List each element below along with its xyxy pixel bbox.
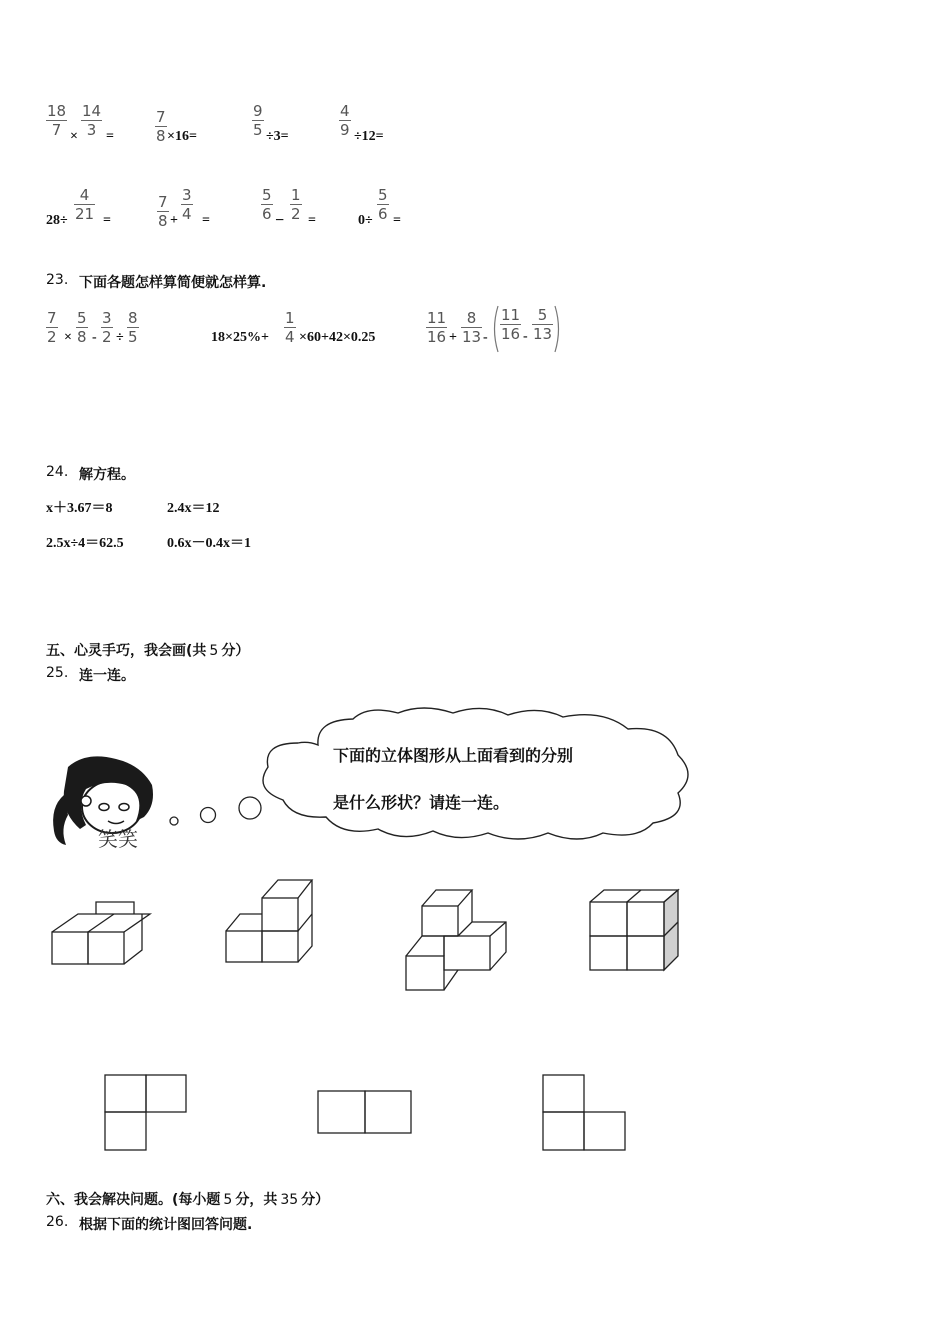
operator: - [483, 330, 488, 345]
section-title-tail: 分） [221, 643, 250, 659]
expr-tail: ×60+42×0.25 [299, 330, 376, 345]
operator: - [523, 329, 528, 344]
section-6-title [46, 1189, 329, 1209]
operator: + [449, 330, 457, 345]
equation: 2.5x÷4＝62.5 [46, 536, 124, 551]
question-text: 连一连。 [79, 668, 135, 684]
speech-cloud [258, 705, 698, 845]
expr-tail: ÷3= [266, 129, 289, 144]
girl-label: 笑笑 [98, 827, 138, 851]
equals: = [106, 129, 114, 144]
fraction: 5 13 [533, 306, 553, 343]
points-total: 35 [280, 1192, 299, 1208]
right-paren [553, 304, 563, 354]
equation: 2.4x＝12 [167, 501, 220, 516]
expr-tail: ÷12= [354, 129, 384, 144]
question-text: 根据下面的统计图回答问题. [79, 1217, 253, 1233]
equals: = [103, 213, 111, 228]
points: 5 [209, 643, 219, 659]
fraction: 9 5 [253, 102, 263, 139]
expr-tail: ×16= [167, 129, 197, 144]
fraction: 4 9 [340, 102, 350, 139]
fraction: 3 2 [102, 309, 112, 346]
top-view-3 [542, 1074, 628, 1152]
question-number: 24. [46, 464, 69, 480]
operator: × [64, 330, 72, 345]
question-number: 23. [46, 272, 69, 288]
section-title-text: 五、心灵手巧，我会画(共 [46, 643, 207, 659]
solid-figure-2 [224, 876, 324, 966]
question-number: 25. [46, 665, 69, 681]
top-view-2 [317, 1090, 413, 1134]
solid-figure-4 [588, 886, 688, 976]
equals: = [308, 213, 316, 228]
operator: ÷ [116, 330, 124, 345]
equals: = [202, 213, 210, 228]
solid-figure-1 [50, 898, 150, 970]
solid-figure-3 [404, 886, 514, 996]
fraction: 3 4 [182, 186, 192, 223]
top-view-1 [104, 1074, 188, 1152]
equation: x＋3.67＝8 [46, 501, 113, 516]
fraction: 18 7 [47, 102, 67, 139]
operator: - [92, 330, 97, 345]
fraction: 1 2 [291, 186, 301, 223]
fraction: 1 4 [285, 309, 295, 346]
bubble-text-line2: 是什么形状？请连一连。 [333, 793, 510, 812]
left-paren [490, 304, 500, 354]
section-title-tail: 分） [301, 1192, 330, 1208]
thought-bubbles [165, 795, 265, 835]
bubble-text-line1: 下面的立体图形从上面看到的分别 [333, 746, 574, 765]
equation: 0.6x－0.4x＝1 [167, 536, 251, 551]
expr-head: 28÷ [46, 213, 68, 228]
fraction: 11 16 [501, 306, 521, 343]
section-5-title [46, 640, 249, 660]
fraction: 7 8 [158, 193, 168, 230]
fraction: 7 2 [47, 309, 57, 346]
operator: − [275, 212, 285, 229]
fraction: 5 6 [262, 186, 272, 223]
section-title-text: 六、我会解决问题。(每小题 [46, 1192, 221, 1208]
operator: + [170, 213, 178, 228]
fraction: 8 13 [462, 309, 482, 346]
question-text: 下面各题怎样算简便就怎样算. [79, 275, 267, 291]
operator: × [70, 129, 78, 144]
expr-head: 18×25%+ [211, 330, 269, 345]
fraction: 14 3 [82, 102, 102, 139]
fraction: 11 16 [427, 309, 447, 346]
fraction: 5 8 [77, 309, 87, 346]
points: 5 [223, 1192, 233, 1208]
fraction: 5 6 [378, 186, 388, 223]
section-title-mid: 分，共 [235, 1192, 278, 1208]
fraction: 8 5 [128, 309, 138, 346]
fraction: 4 21 [75, 186, 95, 223]
expr-head: 0÷ [358, 213, 373, 228]
equals: = [393, 213, 401, 228]
question-text: 解方程。 [79, 467, 135, 483]
question-number: 26. [46, 1214, 69, 1230]
fraction: 7 8 [156, 108, 166, 145]
